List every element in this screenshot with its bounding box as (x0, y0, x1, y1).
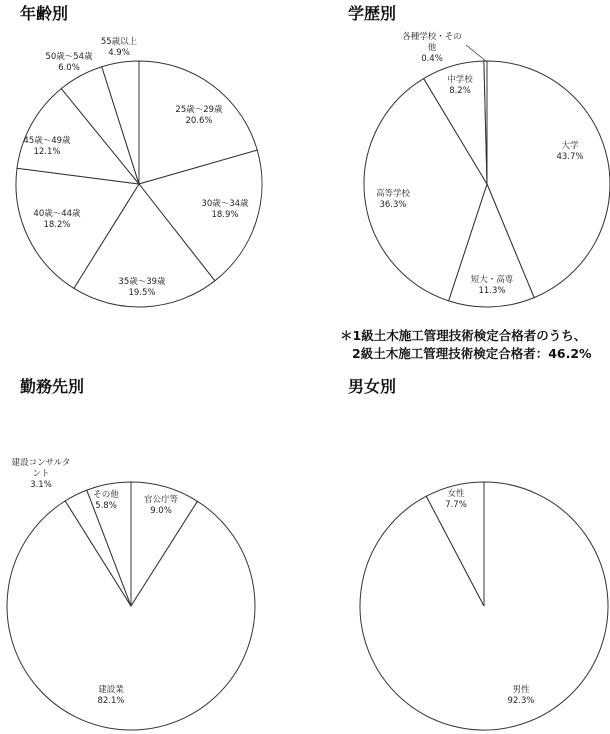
pie-0-label-4: 45歳〜49歳 12.1% (23, 136, 71, 157)
pie-0-label-3: 40歳〜44歳 18.2% (33, 209, 81, 230)
note-line-1: ＊1級土木施工管理技術検定合格者のうち、 (340, 328, 587, 343)
pie-2-label-3: その他 5.8% (93, 490, 119, 511)
pie-charts-group (7, 31, 610, 730)
pie-1-label-1: 短大・高専 11.3% (470, 275, 514, 296)
note-line-2: 2級土木施工管理技術検定合格者：46.2% (352, 346, 592, 361)
pie-2-label-1: 建設業 82.1% (97, 685, 125, 706)
pie-0-label-0: 25歳〜29歳 20.6% (175, 105, 223, 126)
pie-1-label-2: 高等学校 36.3% (375, 189, 411, 210)
chart-title-education: 学歴別 (348, 4, 397, 23)
pie-0-label-1: 30歳〜34歳 18.9% (201, 199, 249, 220)
pie-3-label-0: 男性 92.3% (507, 685, 535, 706)
chart-title-gender: 男女別 (348, 377, 397, 396)
chart-title-workplace: 勤務先別 (20, 377, 85, 396)
pie-0-label-2: 35歳〜39歳 19.5% (118, 277, 166, 298)
pie-1-label-3: 中学校 8.2% (447, 75, 473, 96)
pie-0-label-6: 55歳以上 4.9% (100, 37, 138, 58)
leader-line-other-school (466, 45, 487, 62)
pie-2-label-2: 建設コンサルタント 3.1% (11, 458, 71, 490)
pie-0-label-5: 50歳〜54歳 6.0% (45, 52, 93, 73)
pie-1-label-4: 各種学校・その他 0.4% (402, 32, 462, 64)
pie-3-label-1: 女性 7.7% (445, 489, 467, 510)
pie-1-label-0: 大学 43.7% (556, 141, 584, 162)
pie-2-label-0: 官公庁等 9.0% (143, 495, 179, 516)
chart-title-age: 年齢別 (20, 4, 69, 23)
